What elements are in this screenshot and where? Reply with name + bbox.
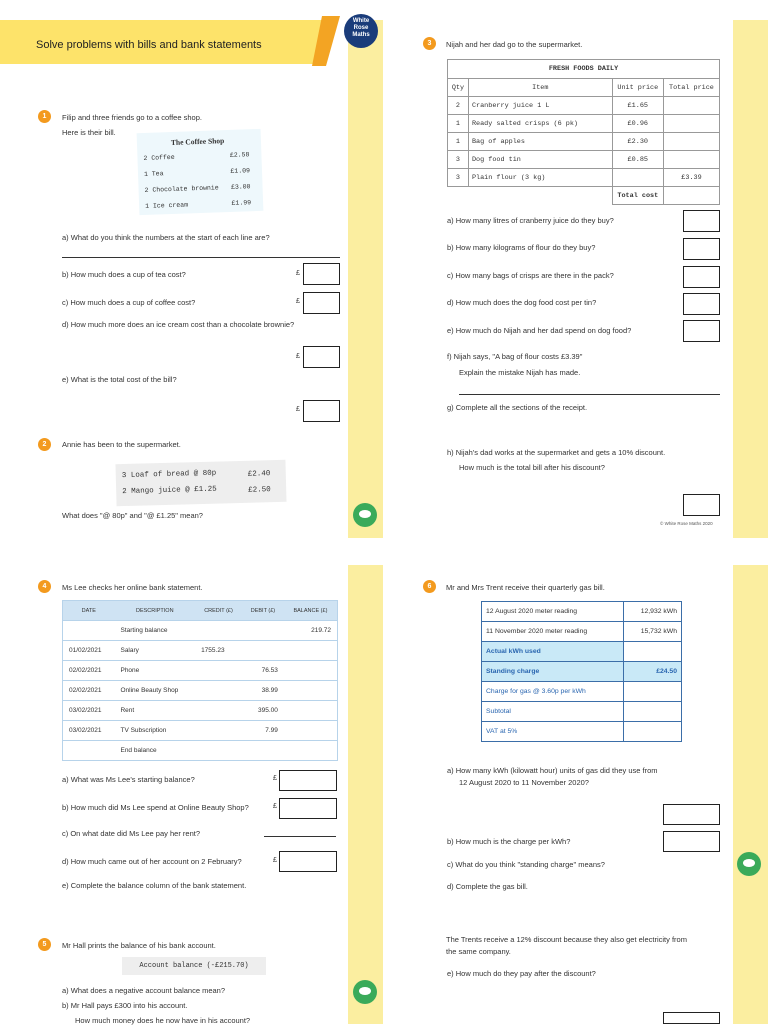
account-balance-display: Account balance (-£215.70) — [122, 957, 266, 975]
balance-cell: 219.72 — [284, 621, 338, 641]
bill-price: £1.99 — [231, 199, 252, 207]
date-cell: 03/02/2021 — [63, 701, 115, 721]
col-header-credit: CREDIT (£) — [195, 601, 242, 621]
description-cell: Salary — [114, 641, 195, 661]
description-cell: TV Subscription — [114, 721, 195, 741]
pound-sign: £ — [273, 775, 277, 782]
bill-line — [144, 167, 256, 178]
bill-price: £2.58 — [229, 151, 250, 159]
pound-sign: £ — [296, 406, 300, 413]
q3g-text: g) Complete all the sections of the receipt. — [447, 403, 588, 412]
speech-bubble-icon[interactable] — [353, 980, 377, 1004]
gas-value-cell: £24.50 — [623, 662, 681, 682]
q5b-question-text: How much money does he now have in his account? — [75, 1016, 251, 1025]
gas-label-cell: 12 August 2020 meter reading — [482, 602, 624, 622]
bill-item: 1 Tea — [143, 170, 164, 178]
logo-word: Rose — [353, 25, 369, 31]
bill-item: 2 Coffee — [143, 153, 175, 162]
col-header-item: Item — [468, 79, 612, 97]
q5b-text: b) Mr Hall pays £300 into his account. — [62, 1001, 188, 1010]
balance-cell[interactable] — [284, 661, 338, 681]
gas-bill-row — [482, 602, 682, 622]
item-cell: Ready salted crisps (6 pk) — [468, 115, 612, 133]
q4c-text: c) On what date did Ms Lee pay her rent? — [62, 829, 200, 838]
q4-intro: Ms Lee checks her online bank statement. — [62, 583, 203, 592]
col-header-qty: Qty — [448, 79, 469, 97]
statement-row — [63, 681, 338, 701]
gas-label-cell: Actual kWh used — [482, 642, 624, 662]
receipt-row — [448, 169, 720, 187]
qty-cell: 1 — [448, 115, 469, 133]
gas-bill-row — [482, 702, 682, 722]
total-price-cell[interactable] — [663, 151, 719, 169]
fresh-foods-receipt — [447, 59, 720, 205]
q6-info-line: The Trents receive a 12% discount because they also get electricity from — [446, 935, 687, 944]
q4e-text: e) Complete the balance column of the bank statement. — [62, 881, 247, 890]
q3-intro: Nijah and her dad go to the supermarket. — [446, 40, 583, 49]
statement-row — [63, 701, 338, 721]
q1e-answer-box[interactable] — [303, 400, 340, 422]
right-strip-q3 — [733, 20, 768, 538]
col-header-unit-price: Unit price — [612, 79, 663, 97]
gas-label-cell: Subtotal — [482, 702, 624, 722]
date-cell — [63, 741, 115, 761]
annie-receipt — [115, 460, 286, 506]
date-cell: 02/02/2021 — [63, 661, 115, 681]
unit-price-cell[interactable] — [612, 169, 663, 187]
bill-item: 1 Ice cream — [145, 201, 189, 210]
q3f-explain-text: Explain the mistake Nijah has made. — [459, 368, 581, 377]
q1d-text: d) How much more does an ice cream cost than a chocolate brownie? — [62, 320, 295, 329]
question-number-badge: 4 — [38, 580, 51, 593]
item-cell: Cranberry juice 1 L — [468, 97, 612, 115]
gas-bill-row — [482, 722, 682, 742]
receipt-row — [448, 97, 720, 115]
q6d-text: d) Complete the gas bill. — [447, 882, 528, 891]
logo-word: Maths — [352, 32, 370, 38]
receipt-price: £2.40 — [247, 470, 271, 479]
item-cell: Plain flour (3 kg) — [468, 169, 612, 187]
q4b-answer-box[interactable] — [279, 798, 337, 819]
credit-cell — [195, 701, 242, 721]
description-cell: Starting balance — [114, 621, 195, 641]
q1b-text: b) How much does a cup of tea cost? — [62, 270, 186, 279]
unit-price-cell: £0.96 — [612, 115, 663, 133]
white-rose-logo — [344, 14, 378, 48]
q3h-answer-box[interactable] — [683, 494, 720, 516]
q3e-answer-box[interactable] — [683, 320, 720, 342]
gas-label-cell: VAT at 5% — [482, 722, 624, 742]
description-cell: End balance — [114, 741, 195, 761]
gas-value-cell[interactable] — [623, 642, 681, 662]
q1a-text: a) What do you think the numbers at the start of each line are? — [62, 233, 270, 242]
bill-line — [145, 199, 257, 210]
q3a-answer-box[interactable] — [683, 210, 720, 232]
q5a-text: a) What does a negative account balance mean? — [62, 986, 226, 995]
bill-title: The Coffee Shop — [170, 136, 225, 147]
debit-cell — [242, 621, 284, 641]
date-cell: 02/02/2021 — [63, 681, 115, 701]
total-price-cell: £3.39 — [663, 169, 719, 187]
q3b-text: b) How many kilograms of flour do they buy? — [447, 243, 596, 252]
q4d-answer-box[interactable] — [279, 851, 337, 872]
receipt-item: 3 Loaf of bread @ 80p — [121, 469, 217, 481]
q6c-text: c) What do you think "standing charge" means? — [447, 860, 605, 869]
description-cell: Online Beauty Shop — [114, 681, 195, 701]
bill-item: 2 Chocolate brownie — [144, 184, 219, 194]
receipt-title: FRESH FOODS DAILY — [448, 60, 720, 79]
unit-price-cell: £1.65 — [612, 97, 663, 115]
logo-word: White — [352, 18, 370, 24]
statement-row — [63, 621, 338, 641]
q3h-question-text: How much is the total bill after his discount? — [459, 463, 605, 472]
q4c-answer-line[interactable] — [264, 836, 336, 837]
gas-value-cell[interactable] — [623, 722, 681, 742]
balance-cell[interactable] — [284, 741, 338, 761]
total-price-cell[interactable] — [663, 97, 719, 115]
q2-intro: Annie has been to the supermarket. — [62, 440, 181, 449]
q6b-text: b) How much is the charge per kWh? — [447, 837, 571, 846]
statement-row — [63, 741, 338, 761]
description-cell: Phone — [114, 661, 195, 681]
q2-question: What does "@ 80p" and "@ £1.25" mean? — [62, 511, 203, 520]
speech-bubble-icon[interactable] — [737, 852, 761, 876]
coffee-shop-bill — [137, 129, 264, 215]
q6a-text-cont: 12 August 2020 to 11 November 2020? — [459, 778, 589, 787]
q6a-answer-box[interactable] — [663, 804, 720, 825]
description-cell: Rent — [114, 701, 195, 721]
q4b-text: b) How much did Ms Lee spend at Online Beauty Shop? — [62, 803, 249, 812]
item-cell: Bag of apples — [468, 133, 612, 151]
q1a-answer-line[interactable] — [62, 257, 340, 258]
q1b-answer-box[interactable] — [303, 263, 340, 285]
q4a-text: a) What was Ms Lee's starting balance? — [62, 775, 195, 784]
balance-cell[interactable] — [284, 681, 338, 701]
gas-value-cell[interactable] — [623, 682, 681, 702]
q1c-text: c) How much does a cup of coffee cost? — [62, 298, 196, 307]
page-title: Solve problems with bills and bank statements — [36, 39, 262, 51]
date-cell: 03/02/2021 — [63, 721, 115, 741]
credit-cell — [195, 621, 242, 641]
q3c-text: c) How many bags of crisps are there in the pack? — [447, 271, 614, 280]
receipt-item: 2 Mango juice @ £1.25 — [122, 485, 217, 497]
q3f-answer-line[interactable] — [459, 394, 720, 395]
total-price-cell[interactable] — [663, 133, 719, 151]
statement-row — [63, 641, 338, 661]
gas-label-cell: Charge for gas @ 3.60p per kWh — [482, 682, 624, 702]
q3a-text: a) How many litres of cranberry juice do they buy? — [447, 216, 614, 225]
receipt-price: £2.50 — [248, 486, 271, 495]
q1-intro-line: Here is their bill. — [62, 128, 116, 137]
pound-sign: £ — [273, 803, 277, 810]
question-number-badge: 2 — [38, 438, 51, 451]
col-header-total-price: Total price — [663, 79, 719, 97]
q6-intro: Mr and Mrs Trent receive their quarterly gas bill. — [446, 583, 605, 592]
q3d-text: d) How much does the dog food cost per tin? — [447, 298, 597, 307]
pound-sign: £ — [296, 353, 300, 360]
pound-sign: £ — [296, 298, 300, 305]
total-price-cell[interactable] — [663, 115, 719, 133]
gas-bill — [481, 601, 682, 742]
bill-price: £1.09 — [230, 167, 251, 175]
balance-cell[interactable] — [284, 701, 338, 721]
balance-cell[interactable] — [284, 721, 338, 741]
debit-cell — [242, 641, 284, 661]
gas-bill-row — [482, 642, 682, 662]
credit-cell — [195, 721, 242, 741]
debit-cell: 395.00 — [242, 701, 284, 721]
item-cell: Dog food tin — [468, 151, 612, 169]
credit-cell — [195, 741, 242, 761]
credit-cell — [195, 681, 242, 701]
question-number-badge: 5 — [38, 938, 51, 951]
question-number-badge: 3 — [423, 37, 436, 50]
q3c-answer-box[interactable] — [683, 266, 720, 288]
date-cell — [63, 621, 115, 641]
total-cost-label: Total cost — [612, 187, 663, 205]
q6e-text: e) How much do they pay after the discount? — [447, 969, 596, 978]
bill-line — [143, 151, 255, 162]
unit-price-cell: £2.30 — [612, 133, 663, 151]
right-strip-q1 — [348, 20, 383, 538]
right-strip-q6 — [733, 565, 768, 1024]
question-number-badge: 6 — [423, 580, 436, 593]
date-cell: 01/02/2021 — [63, 641, 115, 661]
speech-bubble-icon[interactable] — [353, 503, 377, 527]
debit-cell: 7.99 — [242, 721, 284, 741]
pound-sign: £ — [296, 270, 300, 277]
debit-cell — [242, 741, 284, 761]
unit-price-cell: £0.85 — [612, 151, 663, 169]
q1d-answer-box[interactable] — [303, 346, 340, 368]
q1e-text: e) What is the total cost of the bill? — [62, 375, 177, 384]
receipt-row — [448, 115, 720, 133]
receipt-row — [448, 151, 720, 169]
q1c-answer-box[interactable] — [303, 292, 340, 314]
gas-value-cell: 12,932 kWh — [623, 602, 681, 622]
gas-bill-row — [482, 622, 682, 642]
credit-cell — [195, 661, 242, 681]
q6b-answer-box[interactable] — [663, 831, 720, 852]
debit-cell: 76.53 — [242, 661, 284, 681]
receipt-row — [448, 133, 720, 151]
statement-row — [63, 661, 338, 681]
gas-value-cell: 15,732 kWh — [623, 622, 681, 642]
q6a-text: a) How many kWh (kilowatt hour) units of gas did they use from — [447, 766, 658, 775]
col-header-balance: BALANCE (£) — [284, 601, 338, 621]
total-cost-cell[interactable] — [663, 187, 719, 205]
col-header-debit: DEBIT (£) — [242, 601, 284, 621]
gas-value-cell[interactable] — [623, 702, 681, 722]
bill-price: £3.00 — [230, 183, 251, 191]
statement-row — [63, 721, 338, 741]
q4d-text: d) How much came out of her account on 2 February? — [62, 857, 242, 866]
qty-cell: 1 — [448, 133, 469, 151]
q1-intro-line: Filip and three friends go to a coffee shop. — [62, 113, 202, 122]
credit-cell: 1755.23 — [195, 641, 242, 661]
col-header-date: DATE — [63, 601, 115, 621]
gas-label-cell: 11 November 2020 meter reading — [482, 622, 624, 642]
gas-bill-row — [482, 682, 682, 702]
right-strip-q4 — [348, 565, 383, 1024]
pound-sign: £ — [273, 857, 277, 864]
bill-line — [144, 183, 256, 194]
col-header-description: DESCRIPTION — [114, 601, 195, 621]
debit-cell: 38.99 — [242, 681, 284, 701]
q6-info-line: the same company. — [446, 947, 511, 956]
question-number-badge: 1 — [38, 110, 51, 123]
q3d-answer-box[interactable] — [683, 293, 720, 315]
bank-statement — [62, 600, 338, 761]
q3h-text: h) Nijah's dad works at the supermarket and gets a 10% discount. — [447, 448, 666, 457]
qty-cell: 2 — [448, 97, 469, 115]
qty-cell: 3 — [448, 151, 469, 169]
q5-intro: Mr Hall prints the balance of his bank account. — [62, 941, 216, 950]
qty-cell: 3 — [448, 169, 469, 187]
gas-bill-row — [482, 662, 682, 682]
q3e-text: e) How much do Nijah and her dad spend on dog food? — [447, 326, 632, 335]
q3b-answer-box[interactable] — [683, 238, 720, 260]
q3f-text: f) Nijah says, "A bag of flour costs £3.39" — [447, 352, 583, 361]
copyright: © White Rose Maths 2020 — [660, 521, 713, 526]
gas-label-cell: Standing charge — [482, 662, 624, 682]
balance-cell[interactable] — [284, 641, 338, 661]
q4a-answer-box[interactable] — [279, 770, 337, 791]
q6e-answer-box[interactable] — [663, 1012, 720, 1024]
